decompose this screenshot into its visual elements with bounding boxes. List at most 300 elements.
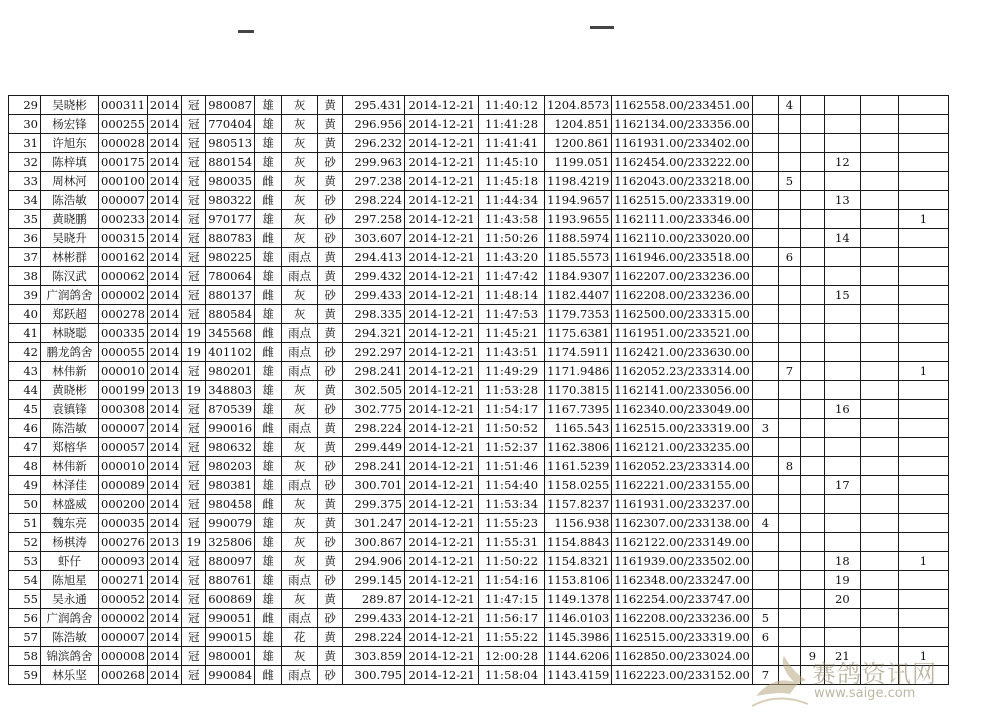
cell-extra-c [800, 552, 824, 571]
cell-coordinates: 1162221.00/233155.00 [612, 476, 753, 495]
cell-extra-a [752, 172, 778, 191]
cell-extra-c [800, 267, 824, 286]
cell-extra-e [860, 571, 898, 590]
cell-extra-d: 21 [824, 647, 860, 666]
cell-extra-f [898, 590, 948, 609]
cell-extra-a: 7 [752, 666, 778, 685]
cell-extra-f [898, 343, 948, 362]
cell-arrival-time: 11:56:17 [479, 609, 545, 628]
cell-ring-no: 880154 [206, 153, 255, 172]
cell-distance: 301.247 [343, 514, 405, 533]
cell-extra-a [752, 305, 778, 324]
cell-extra-e [860, 476, 898, 495]
cell-sex: 雌 [255, 324, 282, 343]
cell-eye: 砂 [318, 362, 343, 381]
cell-eye: 黄 [318, 324, 343, 343]
cell-extra-c [800, 229, 824, 248]
cell-owner: 郑榕华 [41, 438, 99, 457]
cell-rank: 34 [9, 191, 41, 210]
cell-rank: 31 [9, 134, 41, 153]
cell-ring-prefix: 冠 [182, 666, 206, 685]
cell-rank: 36 [9, 229, 41, 248]
cell-arrival-time: 11:45:18 [479, 172, 545, 191]
cell-distance: 298.224 [343, 191, 405, 210]
cell-owner: 林伟新 [41, 457, 99, 476]
cell-color: 雨点 [282, 248, 318, 267]
cell-extra-d [824, 514, 860, 533]
cell-extra-a: 6 [752, 628, 778, 647]
cell-extra-c [800, 609, 824, 628]
cell-year: 2014 [147, 457, 181, 476]
cell-eye: 砂 [318, 153, 343, 172]
cell-sex: 雄 [255, 267, 282, 286]
cell-extra-a [752, 324, 778, 343]
cell-speed: 1188.5974 [545, 229, 612, 248]
cell-ring-prefix: 冠 [182, 305, 206, 324]
cell-coordinates: 1162043.00/233218.00 [612, 172, 753, 191]
cell-arrival-time: 11:43:20 [479, 248, 545, 267]
cell-extra-d [824, 533, 860, 552]
cell-ring-prefix: 冠 [182, 419, 206, 438]
cell-coordinates: 1161951.00/233521.00 [612, 324, 753, 343]
cell-ring-prefix: 冠 [182, 457, 206, 476]
cell-arrival-time: 11:53:28 [479, 381, 545, 400]
cell-date: 2014-12-21 [405, 210, 479, 229]
cell-extra-d [824, 343, 860, 362]
cell-extra-d [824, 628, 860, 647]
cell-coordinates: 1162052.23/233314.00 [612, 362, 753, 381]
cell-eye: 黄 [318, 248, 343, 267]
cell-color: 灰 [282, 552, 318, 571]
cell-distance: 298.241 [343, 362, 405, 381]
watermark [750, 652, 970, 712]
table-row [9, 172, 949, 191]
cell-distance: 299.433 [343, 609, 405, 628]
cell-eye: 黄 [318, 552, 343, 571]
cell-ring-prefix: 冠 [182, 552, 206, 571]
table-row [9, 609, 949, 628]
cell-ring-prefix: 冠 [182, 362, 206, 381]
cell-extra-b: 4 [778, 96, 800, 115]
cell-color: 花 [282, 628, 318, 647]
cell-distance: 300.795 [343, 666, 405, 685]
cell-color: 雨点 [282, 362, 318, 381]
cell-speed: 1171.9486 [545, 362, 612, 381]
cell-ring-no: 990015 [206, 628, 255, 647]
cell-year: 2014 [147, 267, 181, 286]
cell-extra-e [860, 438, 898, 457]
cell-eye: 黄 [318, 172, 343, 191]
cell-color: 雨点 [282, 419, 318, 438]
cell-arrival-time: 11:41:28 [479, 115, 545, 134]
cell-coordinates: 1162515.00/233319.00 [612, 419, 753, 438]
cell-eye: 砂 [318, 533, 343, 552]
cell-extra-a [752, 381, 778, 400]
cell-member-id: 000028 [99, 134, 148, 153]
cell-sex: 雌 [255, 286, 282, 305]
cell-extra-a [752, 552, 778, 571]
cell-date: 2014-12-21 [405, 514, 479, 533]
scan-mark-right [590, 26, 614, 29]
cell-extra-c [800, 362, 824, 381]
cell-rank: 51 [9, 514, 41, 533]
cell-extra-b: 8 [778, 457, 800, 476]
cell-ring-no: 780064 [206, 267, 255, 286]
cell-ring-no: 980458 [206, 495, 255, 514]
cell-extra-a [752, 267, 778, 286]
cell-member-id: 000276 [99, 533, 148, 552]
cell-eye: 黄 [318, 419, 343, 438]
cell-extra-b [778, 476, 800, 495]
cell-extra-d [824, 115, 860, 134]
cell-extra-d: 18 [824, 552, 860, 571]
cell-extra-a [752, 476, 778, 495]
cell-rank: 45 [9, 400, 41, 419]
cell-eye: 砂 [318, 343, 343, 362]
cell-color: 雨点 [282, 609, 318, 628]
cell-rank: 33 [9, 172, 41, 191]
cell-extra-c [800, 590, 824, 609]
cell-ring-no: 401102 [206, 343, 255, 362]
cell-member-id: 000002 [99, 609, 148, 628]
cell-extra-d [824, 172, 860, 191]
scan-mark-left [238, 30, 254, 33]
cell-sex: 雄 [255, 134, 282, 153]
cell-year: 2014 [147, 609, 181, 628]
cell-speed: 1145.3986 [545, 628, 612, 647]
cell-extra-b [778, 324, 800, 343]
cell-owner: 陈浩敏 [41, 419, 99, 438]
cell-ring-prefix: 19 [182, 324, 206, 343]
cell-distance: 298.224 [343, 419, 405, 438]
cell-date: 2014-12-21 [405, 115, 479, 134]
cell-arrival-time: 11:50:22 [479, 552, 545, 571]
cell-distance: 300.701 [343, 476, 405, 495]
cell-speed: 1144.6206 [545, 647, 612, 666]
cell-color: 灰 [282, 134, 318, 153]
cell-date: 2014-12-21 [405, 362, 479, 381]
cell-member-id: 000175 [99, 153, 148, 172]
table-row [9, 362, 949, 381]
cell-extra-e [860, 96, 898, 115]
cell-date: 2014-12-21 [405, 438, 479, 457]
cell-extra-e [860, 286, 898, 305]
cell-ring-prefix: 冠 [182, 191, 206, 210]
cell-owner: 虾仔 [41, 552, 99, 571]
cell-extra-e [860, 609, 898, 628]
cell-extra-f [898, 305, 948, 324]
cell-member-id: 000010 [99, 457, 148, 476]
cell-year: 2014 [147, 666, 181, 685]
cell-owner: 杨棋涛 [41, 533, 99, 552]
cell-extra-b [778, 438, 800, 457]
cell-ring-no: 980322 [206, 191, 255, 210]
cell-color: 灰 [282, 172, 318, 191]
cell-eye: 黄 [318, 115, 343, 134]
cell-coordinates: 1162111.00/233346.00 [612, 210, 753, 229]
cell-eye: 黄 [318, 647, 343, 666]
cell-rank: 43 [9, 362, 41, 381]
cell-extra-c [800, 438, 824, 457]
table-row [9, 305, 949, 324]
cell-speed: 1153.8106 [545, 571, 612, 590]
cell-ring-no: 880783 [206, 229, 255, 248]
cell-member-id: 000315 [99, 229, 148, 248]
cell-arrival-time: 11:51:46 [479, 457, 545, 476]
cell-color: 灰 [282, 647, 318, 666]
cell-sex: 雄 [255, 210, 282, 229]
cell-owner: 锦滨鸽舍 [41, 647, 99, 666]
cell-extra-b [778, 286, 800, 305]
cell-extra-b [778, 381, 800, 400]
cell-extra-b [778, 609, 800, 628]
cell-owner: 黄晓彬 [41, 381, 99, 400]
cell-year: 2014 [147, 172, 181, 191]
cell-distance: 298.241 [343, 457, 405, 476]
cell-rank: 41 [9, 324, 41, 343]
cell-rank: 39 [9, 286, 41, 305]
cell-extra-b [778, 590, 800, 609]
cell-year: 2014 [147, 153, 181, 172]
cell-color: 雨点 [282, 343, 318, 362]
cell-ring-prefix: 冠 [182, 495, 206, 514]
cell-extra-f [898, 476, 948, 495]
table-row [9, 381, 949, 400]
cell-extra-a [752, 438, 778, 457]
cell-distance: 299.432 [343, 267, 405, 286]
cell-color: 雨点 [282, 267, 318, 286]
cell-eye: 砂 [318, 476, 343, 495]
cell-owner: 周林河 [41, 172, 99, 191]
table-row [9, 476, 949, 495]
cell-extra-a [752, 115, 778, 134]
cell-extra-b: 5 [778, 172, 800, 191]
cell-coordinates: 1162110.00/233020.00 [612, 229, 753, 248]
cell-extra-d [824, 362, 860, 381]
cell-extra-a [752, 134, 778, 153]
cell-member-id: 000007 [99, 191, 148, 210]
cell-distance: 302.775 [343, 400, 405, 419]
cell-extra-a [752, 286, 778, 305]
cell-member-id: 000057 [99, 438, 148, 457]
cell-speed: 1154.8843 [545, 533, 612, 552]
cell-arrival-time: 11:45:21 [479, 324, 545, 343]
cell-owner: 林晓聪 [41, 324, 99, 343]
cell-date: 2014-12-21 [405, 305, 479, 324]
cell-owner: 袁镇锋 [41, 400, 99, 419]
cell-date: 2014-12-21 [405, 400, 479, 419]
cell-date: 2014-12-21 [405, 153, 479, 172]
cell-member-id: 000271 [99, 571, 148, 590]
cell-owner: 林泽佳 [41, 476, 99, 495]
table-row [9, 628, 949, 647]
cell-extra-d [824, 248, 860, 267]
cell-speed: 1194.9657 [545, 191, 612, 210]
cell-owner: 广润鸽舍 [41, 286, 99, 305]
cell-member-id: 000093 [99, 552, 148, 571]
cell-year: 2014 [147, 362, 181, 381]
cell-extra-d [824, 134, 860, 153]
cell-ring-no: 980001 [206, 647, 255, 666]
cell-owner: 陈旭星 [41, 571, 99, 590]
cell-extra-d: 19 [824, 571, 860, 590]
cell-extra-f: 1 [898, 552, 948, 571]
cell-sex: 雌 [255, 229, 282, 248]
cell-member-id: 000162 [99, 248, 148, 267]
cell-extra-b [778, 571, 800, 590]
cell-eye: 黄 [318, 628, 343, 647]
cell-rank: 29 [9, 96, 41, 115]
cell-extra-c [800, 419, 824, 438]
cell-extra-e [860, 457, 898, 476]
results-table [8, 95, 949, 685]
cell-year: 2014 [147, 324, 181, 343]
cell-eye: 砂 [318, 400, 343, 419]
cell-arrival-time: 11:50:26 [479, 229, 545, 248]
cell-rank: 56 [9, 609, 41, 628]
results-table-body [9, 96, 949, 685]
cell-speed: 1158.0255 [545, 476, 612, 495]
cell-coordinates: 1161939.00/233502.00 [612, 552, 753, 571]
cell-coordinates: 1162121.00/233235.00 [612, 438, 753, 457]
cell-speed: 1167.7395 [545, 400, 612, 419]
cell-sex: 雄 [255, 400, 282, 419]
cell-ring-no: 345568 [206, 324, 255, 343]
cell-extra-a: 3 [752, 419, 778, 438]
cell-rank: 59 [9, 666, 41, 685]
cell-year: 2014 [147, 571, 181, 590]
cell-sex: 雄 [255, 514, 282, 533]
cell-sex: 雌 [255, 419, 282, 438]
cell-extra-d: 17 [824, 476, 860, 495]
cell-extra-e [860, 419, 898, 438]
cell-speed: 1156.938 [545, 514, 612, 533]
cell-extra-b [778, 495, 800, 514]
cell-year: 2014 [147, 647, 181, 666]
cell-ring-no: 980203 [206, 457, 255, 476]
cell-rank: 38 [9, 267, 41, 286]
cell-rank: 32 [9, 153, 41, 172]
cell-arrival-time: 11:43:51 [479, 343, 545, 362]
cell-sex: 雄 [255, 628, 282, 647]
cell-sex: 雌 [255, 191, 282, 210]
cell-sex: 雄 [255, 533, 282, 552]
cell-extra-f [898, 153, 948, 172]
table-row [9, 343, 949, 362]
cell-color: 灰 [282, 305, 318, 324]
cell-rank: 35 [9, 210, 41, 229]
cell-member-id: 000052 [99, 590, 148, 609]
cell-coordinates: 1162207.00/233236.00 [612, 267, 753, 286]
cell-extra-c [800, 153, 824, 172]
cell-extra-d [824, 495, 860, 514]
cell-extra-a [752, 495, 778, 514]
cell-coordinates: 1162052.23/233314.00 [612, 457, 753, 476]
cell-owner: 陈梓填 [41, 153, 99, 172]
cell-extra-f [898, 533, 948, 552]
cell-speed: 1162.3806 [545, 438, 612, 457]
cell-ring-prefix: 冠 [182, 248, 206, 267]
cell-extra-c [800, 286, 824, 305]
cell-extra-b [778, 115, 800, 134]
cell-year: 2014 [147, 419, 181, 438]
cell-extra-d: 12 [824, 153, 860, 172]
cell-extra-a [752, 229, 778, 248]
cell-distance: 298.335 [343, 305, 405, 324]
cell-year: 2014 [147, 229, 181, 248]
cell-distance: 295.431 [343, 96, 405, 115]
cell-extra-f [898, 419, 948, 438]
cell-speed: 1185.5573 [545, 248, 612, 267]
cell-arrival-time: 11:50:52 [479, 419, 545, 438]
cell-date: 2014-12-21 [405, 495, 479, 514]
cell-coordinates: 1162254.00/233747.00 [612, 590, 753, 609]
cell-arrival-time: 11:55:31 [479, 533, 545, 552]
cell-year: 2014 [147, 400, 181, 419]
cell-distance: 299.375 [343, 495, 405, 514]
cell-extra-f [898, 96, 948, 115]
cell-coordinates: 1162500.00/233315.00 [612, 305, 753, 324]
cell-extra-a [752, 590, 778, 609]
cell-extra-c [800, 248, 824, 267]
cell-extra-d [824, 381, 860, 400]
cell-extra-e [860, 248, 898, 267]
cell-distance: 296.956 [343, 115, 405, 134]
cell-speed: 1184.9307 [545, 267, 612, 286]
cell-member-id: 000007 [99, 628, 148, 647]
cell-owner: 杨宏锋 [41, 115, 99, 134]
cell-ring-no: 980087 [206, 96, 255, 115]
table-row [9, 400, 949, 419]
table-row [9, 286, 949, 305]
cell-member-id: 000335 [99, 324, 148, 343]
cell-sex: 雄 [255, 305, 282, 324]
cell-coordinates: 1162850.00/233024.00 [612, 647, 753, 666]
cell-coordinates: 1162515.00/233319.00 [612, 628, 753, 647]
cell-arrival-time: 11:54:16 [479, 571, 545, 590]
cell-year: 2014 [147, 96, 181, 115]
cell-year: 2014 [147, 476, 181, 495]
cell-extra-c [800, 495, 824, 514]
cell-extra-d: 16 [824, 400, 860, 419]
cell-extra-d: 15 [824, 286, 860, 305]
cell-member-id: 000308 [99, 400, 148, 419]
cell-extra-c [800, 115, 824, 134]
cell-extra-c [800, 210, 824, 229]
cell-ring-no: 770404 [206, 115, 255, 134]
cell-extra-e [860, 590, 898, 609]
cell-member-id: 000055 [99, 343, 148, 362]
cell-date: 2014-12-21 [405, 248, 479, 267]
cell-owner: 许旭东 [41, 134, 99, 153]
table-row [9, 96, 949, 115]
cell-rank: 44 [9, 381, 41, 400]
cell-extra-b: 7 [778, 362, 800, 381]
cell-rank: 50 [9, 495, 41, 514]
cell-ring-prefix: 冠 [182, 134, 206, 153]
cell-color: 灰 [282, 495, 318, 514]
table-row [9, 419, 949, 438]
cell-ring-prefix: 冠 [182, 400, 206, 419]
cell-extra-c [800, 476, 824, 495]
cell-date: 2014-12-21 [405, 457, 479, 476]
cell-member-id: 000255 [99, 115, 148, 134]
cell-extra-b [778, 134, 800, 153]
cell-sex: 雄 [255, 438, 282, 457]
cell-distance: 296.232 [343, 134, 405, 153]
cell-ring-prefix: 冠 [182, 628, 206, 647]
cell-extra-b [778, 267, 800, 286]
